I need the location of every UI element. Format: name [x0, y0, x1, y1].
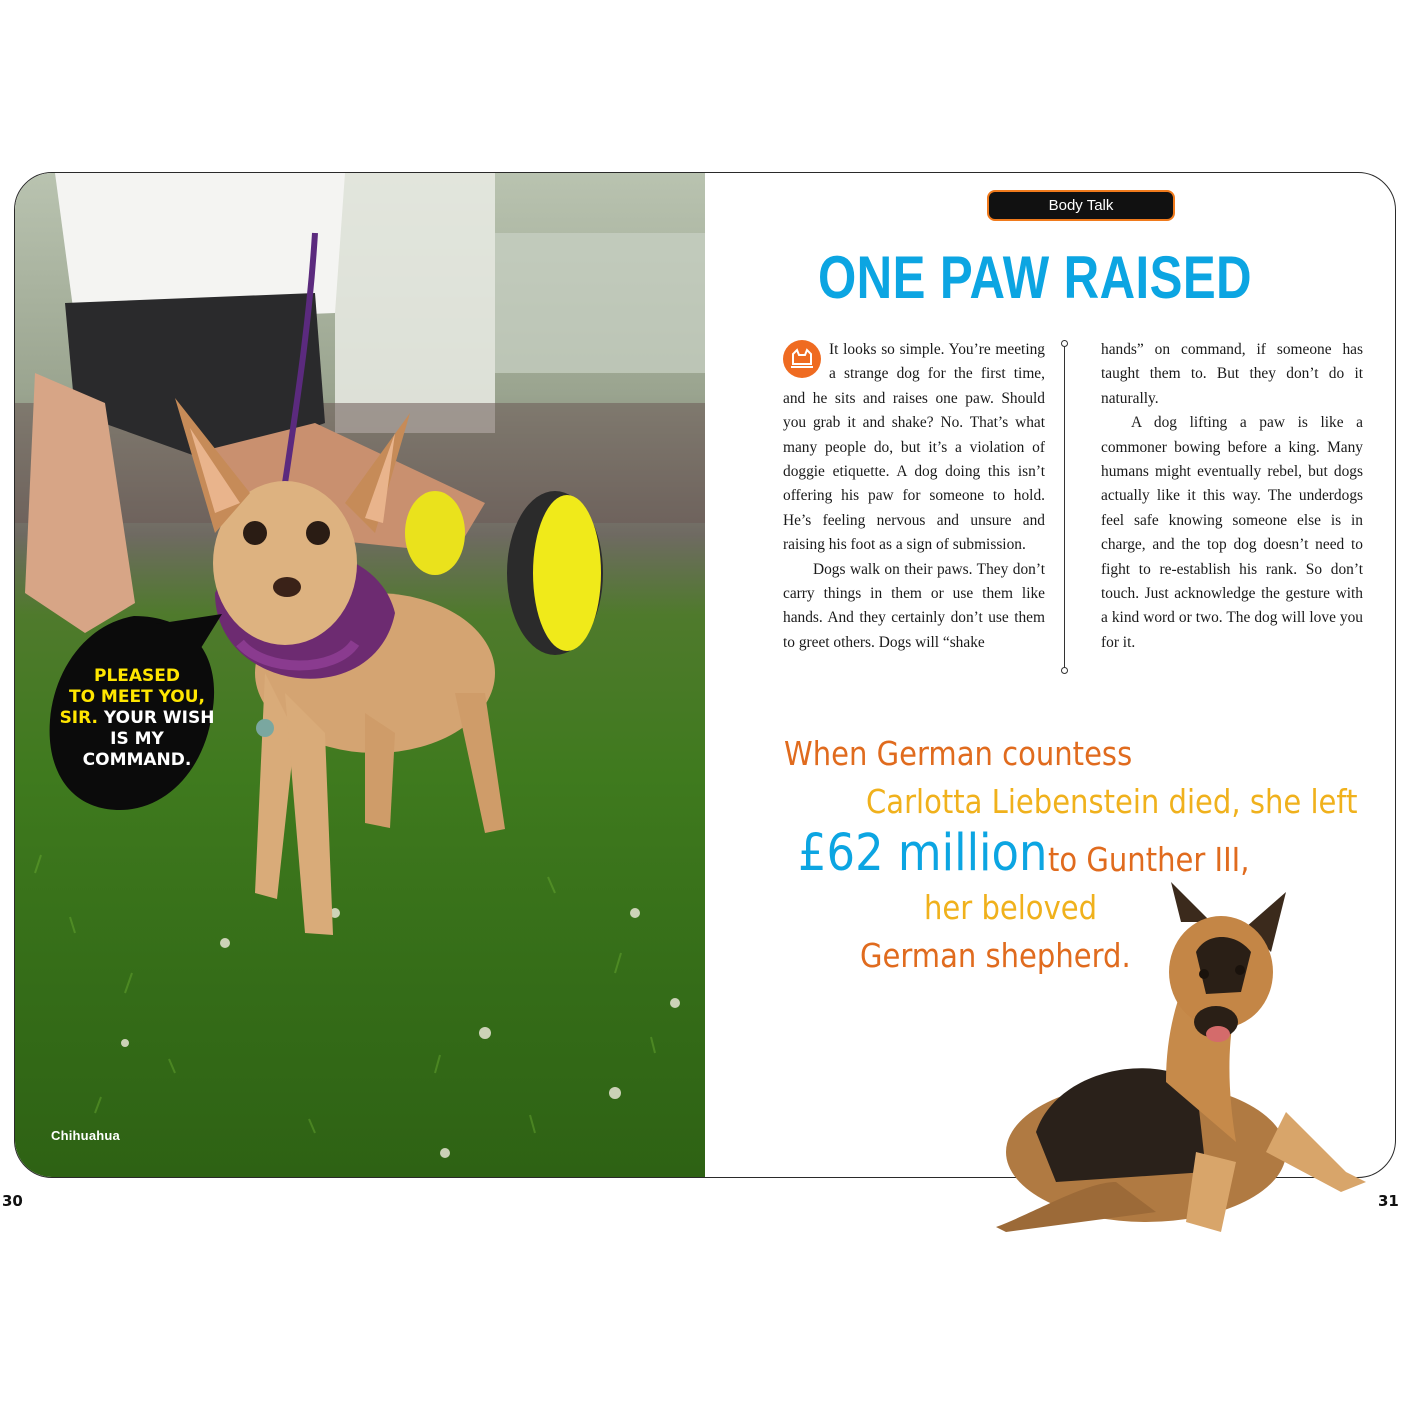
dog-head-icon [783, 340, 821, 378]
page-headline: ONE PAW RAISED [817, 244, 1253, 311]
fact-line-3: to Gunther III, [1048, 840, 1250, 879]
bubble-line-1: PLEASED [93, 666, 181, 686]
speech-bubble-text [52, 666, 222, 771]
fact-line-5: German shepherd. [860, 936, 1131, 975]
column-left-paragraph-1 [783, 338, 1045, 558]
photo-caption: Chihuahua [51, 1128, 120, 1143]
bubble-line-2: TO MEET YOU, [68, 687, 206, 707]
bubble-line-4: IS MY [110, 729, 164, 749]
speech-bubble [46, 610, 222, 814]
fact-line-2: Carlotta Liebenstein died, she left [866, 782, 1358, 821]
column-right-paragraph-2: A dog lifting a paw is like a commoner bowing before a king. Many humans might eventually rebel, but dogs actually like it this way. The underdogs feel safe knowing someone else is in charge, and the top dog doesn’t need to fight to re-establish his rank. So don’t touch. Just acknowledge the gesture with a kind word or two. The dog will love you for it. [1101, 414, 1363, 651]
body-column-right [1101, 338, 1363, 655]
column-left-paragraph-2: Dogs walk on their paws. They don’t carry things in them or use them like hands. And they certainly don’t use them to greet others. Dogs will “shake [783, 560, 1045, 651]
fact-line-1: When German countess [784, 734, 1133, 773]
column-divider [1064, 346, 1065, 668]
section-tag: Body Talk [987, 190, 1175, 221]
bubble-line-5: COMMAND. [82, 750, 192, 770]
page-number-right: 31 [1378, 1192, 1399, 1210]
bubble-line-3-yellow: SIR. [59, 708, 98, 728]
column-right-paragraph-1: hands” on command, if someone has taught them to. But they don’t do it naturally. [1101, 341, 1363, 407]
fact-line-4: her beloved [924, 888, 1098, 927]
bubble-line-3 [52, 708, 222, 729]
page-number-left: 30 [2, 1192, 23, 1210]
body-column-left [783, 338, 1045, 655]
bubble-line-3-white: YOUR WISH [98, 708, 215, 728]
fact-amount: £62 million [798, 824, 1048, 883]
column-left-text-1: It looks so simple. You’re meeting a strange dog for the first time, and he sits and raises one paw. Should you grab it and shake? No. That’s what many people do, but it’s a violation of doggie etiquette. A dog doing this isn’t offering his paw for someone to hold. He’s feeling nervous and unsure and raising his foot as a sign of submission. [783, 341, 1045, 554]
german-shepherd-photo [996, 882, 1376, 1242]
